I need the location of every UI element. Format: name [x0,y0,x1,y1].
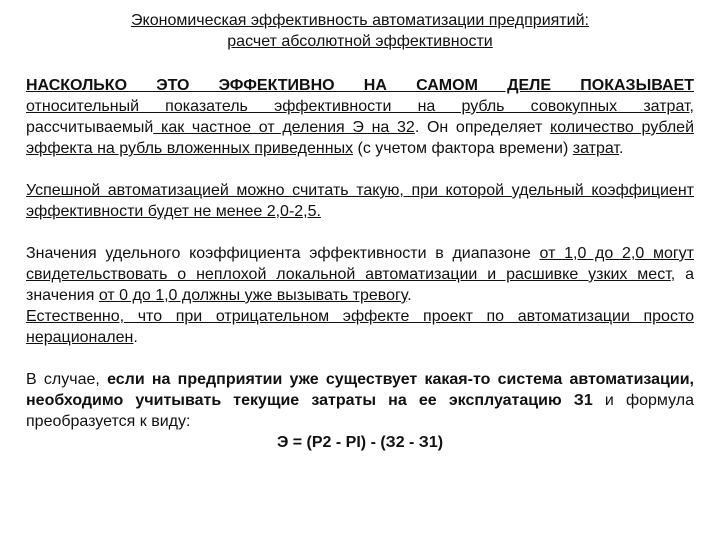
period-2: . [407,287,412,304]
defines-text: . Он определяет [414,119,551,136]
case-intro-text: В случае, [26,371,108,388]
coefficient-values-text [26,243,694,306]
paragraph-1-body [26,96,694,159]
range-1-2-text: от 1,0 до 2,0 могут свидетельствовать о неплохой локальной автоматизации и расшивке узких мест [26,245,695,283]
time-factor-text: (с учетом фактора времени) [353,140,573,157]
slide [26,10,694,453]
successful-automation-text: Успешной автоматизацией можно считать такую, при которой удельный коэффициент эффективности будет не менее 2,0-2,5. [26,182,694,220]
slide-title [26,10,694,52]
values-intro-text: Значения удельного коэффициента эффективности в диапазоне [26,245,540,262]
title-line-1: Экономическая эффективность автоматизации предприятий: [131,12,589,29]
calculated-text: рассчитываемый [26,119,154,136]
formula-intro-text: и формула преобразуется к виду: [26,392,694,430]
paragraph-coefficient-values [26,243,694,348]
formula: Э = (Р2 - РI) - (З2 - З1) [276,434,444,451]
rubles-effect-text: количество рублей эффекта на рубль вложенных приведенных [26,119,695,157]
paragraph-existing-system [26,369,694,453]
title-line-2: расчет абсолютной эффективности [227,33,493,50]
costs-text: затрат [572,140,619,157]
period-3: . [133,329,138,346]
heading-caps-line: НАСКОЛЬКО ЭТО ЭФФЕКТИВНО НА САМОМ ДЕЛЕ ПОКАЗЫВАЕТ [26,77,694,94]
quotient-text: как частное от деления Э на 32 [153,119,415,136]
existing-system-text [26,369,694,432]
range-0-1-text: от 0 до 1,0 должны уже вызывать тревогу [98,287,408,304]
relative-indicator-text: относительный показатель эффективности на рубль совокупных затрат, [26,98,694,115]
period-1: . [618,140,624,157]
values-mid-text: , а значения [26,266,695,304]
existing-system-bold: если на предприятии уже существует какая-то система автоматизации, необходимо учитывать текущие затраты на ее эксплуатацию З1 [26,371,695,409]
paragraph-successful-automation [26,180,694,222]
paragraph-efficiency-indicator [26,75,694,159]
negative-effect-text [26,306,694,348]
negative-effect-underlined: Естественно, что при отрицательном эффекте проект по автоматизации просто нерационален [26,308,694,346]
